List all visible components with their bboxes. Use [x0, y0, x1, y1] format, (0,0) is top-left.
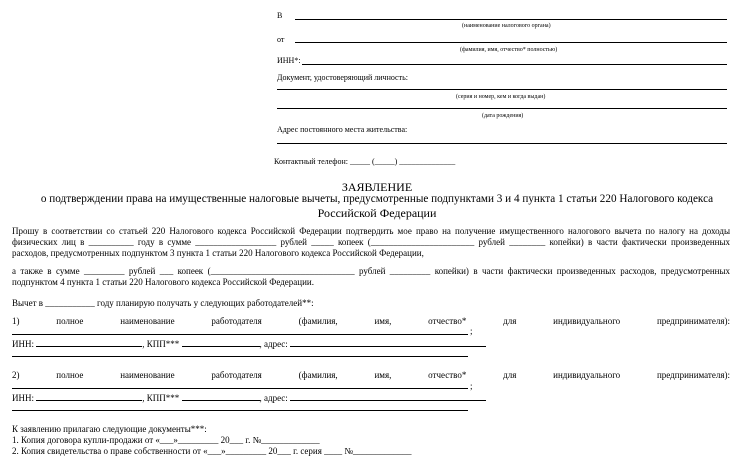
inn-field[interactable]: [36, 392, 142, 401]
employer-word: работодателя: [211, 316, 262, 326]
inn-label: ИНН:: [12, 339, 37, 349]
id-doc-field-line: [277, 89, 727, 90]
inn-field[interactable]: [36, 338, 142, 347]
employer-1-inn-row: [12, 338, 486, 350]
employer-word: полное: [56, 370, 84, 380]
address-label: , адрес:: [259, 393, 291, 403]
employer-word: имя,: [374, 370, 392, 380]
kpp-field[interactable]: [182, 392, 260, 401]
from-field-line: [295, 42, 727, 43]
employer-1-number: 1): [12, 316, 20, 326]
employer-word: полное: [56, 316, 84, 326]
employer-word: (фамилия,: [298, 316, 338, 326]
employer-2-number: 2): [12, 370, 20, 380]
inn-label: ИНН*:: [277, 56, 301, 65]
employer-2-row: [12, 370, 730, 381]
employer-word: (фамилия,: [298, 370, 338, 380]
from-hint: (фамилия, имя, отчество* полностью): [460, 47, 558, 53]
kpp-field[interactable]: [182, 338, 260, 347]
inn-field-line: [302, 64, 727, 65]
kpp-label: , КПП***: [142, 393, 182, 403]
employer-word: работодателя: [211, 370, 262, 380]
doc-heading: ЗАЯВЛЕНИЕ: [341, 180, 413, 194]
employer-2-inn-row: [12, 392, 486, 404]
attachment-1: 1. Копия договора купли-продажи от «___»_________ 20___ г. №_____________: [12, 435, 320, 445]
inn-label: ИНН:: [12, 393, 37, 403]
employer-word: отчество*: [428, 316, 467, 326]
address-label: Адрес постоянного места жительства:: [277, 125, 408, 134]
employer-word: индивидуального: [553, 316, 621, 326]
employer-word: отчество*: [428, 370, 467, 380]
from-prefix: от: [277, 35, 285, 44]
employer-word: для: [503, 316, 517, 326]
employer-1-name-line: [12, 334, 468, 335]
employer-1-address-line: [12, 356, 468, 357]
to-hint: (наименование налогового органа): [462, 23, 551, 29]
id-doc-hint: (серия и номер, кем и когда выдан): [456, 94, 546, 100]
address-label: , адрес:: [259, 339, 291, 349]
employer-1-semicolon: ;: [470, 326, 473, 336]
employer-word: индивидуального: [553, 370, 621, 380]
doc-subtitle-line1: о подтверждении права на имущественные налоговые вычеты, предусмотренные подпунктами 3 и 4 пункта 1 статьи 220 Налогового кодекса: [40, 193, 714, 205]
address-field[interactable]: [290, 338, 486, 347]
employer-word: имя,: [374, 316, 392, 326]
employer-2-semicolon: ;: [470, 381, 473, 391]
id-doc-label: Документ, удостоверяющий личность:: [277, 73, 408, 82]
birth-hint: (дата рождения): [482, 113, 524, 119]
address-field-line: [277, 143, 727, 144]
employer-word: наименование: [120, 316, 175, 326]
employer-2-name-line: [12, 388, 468, 389]
deduction-line: Вычет в ___________ году планирую получать у следующих работодателей**:: [12, 298, 314, 308]
employer-word: предпринимателя):: [656, 370, 730, 380]
employer-word: наименование: [120, 370, 175, 380]
employer-2-address-line: [12, 410, 468, 411]
address-field[interactable]: [290, 392, 486, 401]
employer-word: предпринимателя):: [656, 316, 730, 326]
doc-subtitle-line2: Российской Федерации: [317, 206, 437, 220]
to-prefix: В: [277, 11, 283, 20]
birth-field-line: [277, 108, 727, 109]
attachments-label: К заявлению прилагаю следующие документы***:: [12, 424, 207, 434]
kpp-label: , КПП***: [142, 339, 182, 349]
employer-1-row: [12, 316, 730, 327]
attachment-2: 2. Копия свидетельства о праве собственности от «___»_________ 20___ г. серия ____ №_____________: [12, 446, 412, 456]
phone-label: Контактный телефон: _____ (_____) ______________: [274, 157, 456, 166]
employer-word: для: [503, 370, 517, 380]
paragraph-2: а также в сумме _________ рублей ___ копеек (________________________________ рублей _________ копейки) в части фактически произведенных расходов, предусмотренных подпунктом 4 пункта 1 статьи 220 Налогового кодекса Российской Федерации.: [12, 266, 730, 287]
paragraph-1: Прошу в соответствии со статьей 220 Налогового кодекса Российской Федерации подтвердить мое право на получение имущественного налогового вычета по налогу на доходы физических лиц в __________ году в сумме __________________ рублей _____ копеек (_______________________ рублей ________ копейки) в части фактически произведенных расходов, предусмотренных подпунктом 3 пункта 1 статьи 220 Налогового кодекса Российской Федерации,: [12, 226, 730, 258]
to-field-line: [295, 19, 727, 20]
